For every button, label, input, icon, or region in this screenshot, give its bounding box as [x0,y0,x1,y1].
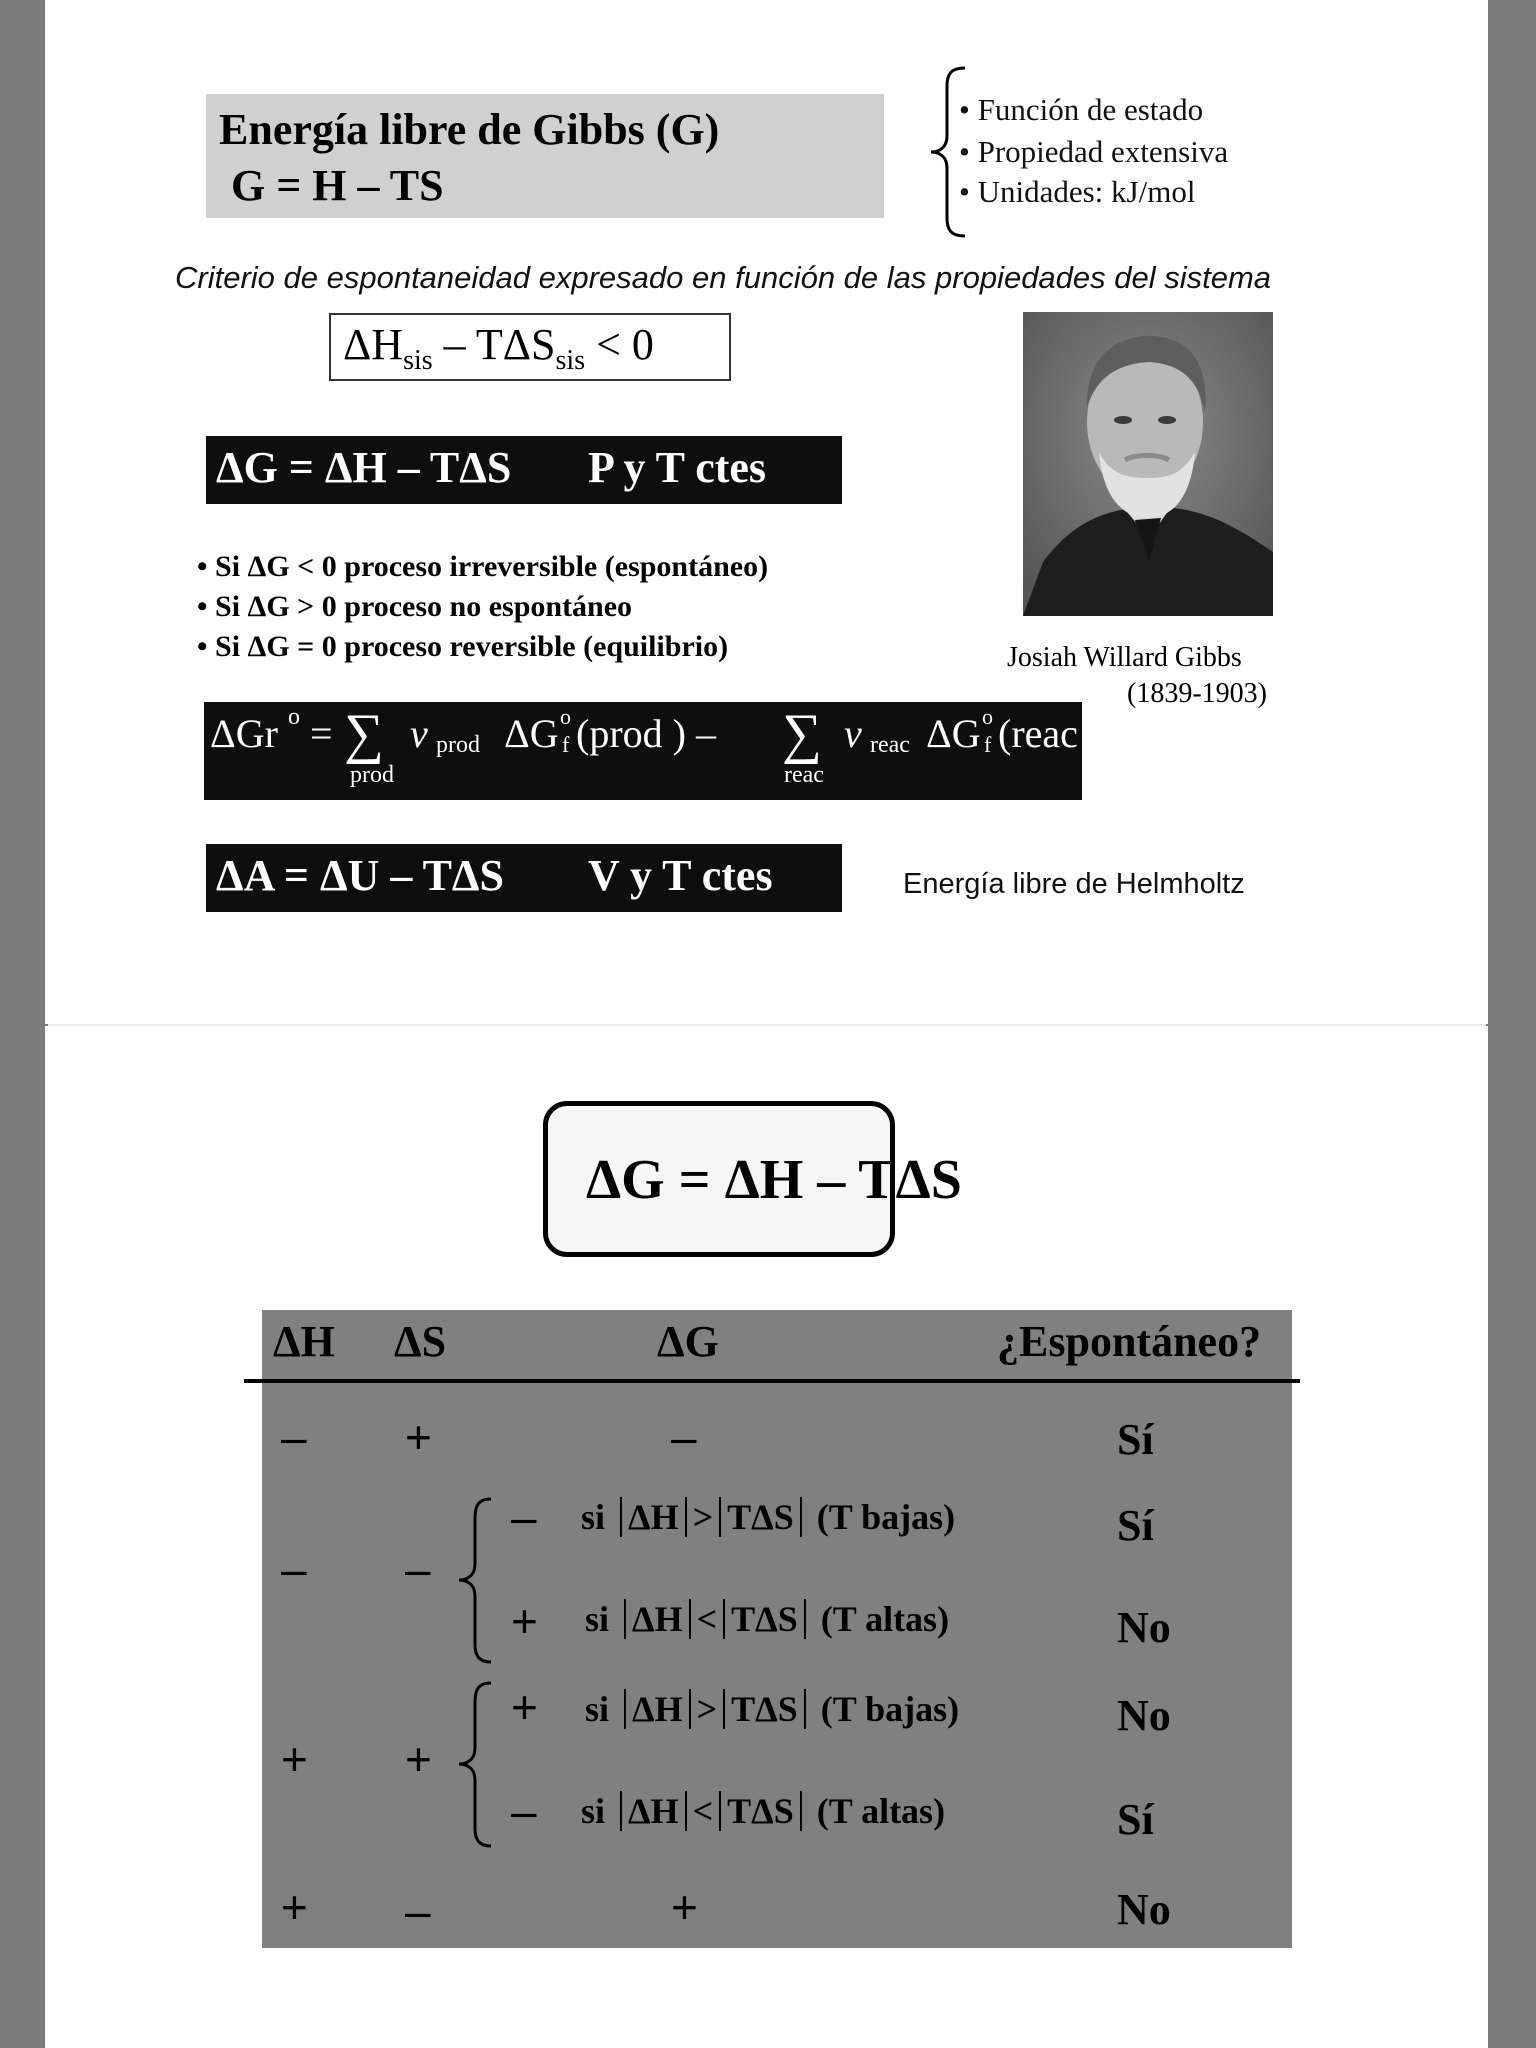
ineq-sub: sis [555,345,586,376]
abs-bar [719,1791,721,1831]
cell-spontaneous: No [1117,1603,1171,1652]
eq-f-sub: f [562,732,570,757]
cond-note: (T bajas) [820,1689,960,1729]
cond-si: si [585,1599,610,1639]
cell-dh: + [281,1881,308,1933]
cond-note: (T bajas) [816,1497,956,1537]
cell-dh: – [281,1543,307,1595]
cell-spontaneous: Sí [1117,1415,1154,1464]
cond-right: TΔS [727,1791,794,1831]
portrait-caption-name: Josiah Willard Gibbs [1007,642,1242,673]
criterion-caption: Criterio de espontaneidad expresado en función de las propiedades del sistema [175,260,1272,295]
eq-lhs: ΔGr [210,711,278,756]
cell-spontaneous: No [1117,1885,1171,1934]
cell-dh: + [281,1733,308,1785]
column-header-spontaneous: ¿Espontáneo? [997,1317,1262,1366]
ineq-sub: sis [403,345,433,376]
ineq-end: < 0 [585,320,654,369]
cell-ds: + [405,1411,432,1463]
branch-dg: + [511,1681,538,1733]
eq-nu: ν [844,711,862,756]
cond-note: (T altas) [816,1791,946,1831]
gibbs-equation-bar [206,436,842,504]
property-item: • Función de estado [959,92,1204,127]
gibbs-formula: ΔG = ΔH – TΔS [216,443,512,492]
eq-under-reac: reac [784,762,824,788]
eq-nu-sub: reac [870,732,910,758]
cell-ds: – [405,1543,431,1595]
branch-dg: + [511,1595,538,1647]
cell-spontaneous: Sí [1117,1795,1154,1844]
abs-bar [620,1497,622,1537]
abs-bar [800,1791,802,1831]
abs-bar [723,1599,725,1639]
gibbs-portrait [1023,312,1273,616]
cond-left: ΔH [628,1497,679,1537]
abs-bar [620,1791,622,1831]
rule-item: • Si ΔG = 0 proceso reversible (equilibrio) [197,630,729,663]
rule-item: • Si ΔG < 0 proceso irreversible (espontáneo) [197,550,769,583]
ineq-mid: – TΔS [432,320,556,369]
ineq-dh: ΔH [343,320,404,369]
cond-si: si [581,1791,606,1831]
eq-equals: = [310,711,333,756]
cond-right: TΔS [731,1599,798,1639]
branch-dg: – [511,1785,537,1837]
cell-spontaneous: Sí [1117,1501,1154,1550]
helmholtz-condition: V y T ctes [588,851,773,900]
abs-bar [804,1689,806,1729]
main-formula: ΔG = ΔH – TΔS [586,1149,962,1211]
branch-condition [585,1688,959,1730]
curly-brace-icon [455,1680,495,1850]
cond-left: ΔH [628,1791,679,1831]
sigma-icon: ∑ [782,703,822,765]
helmholtz-label: Energía libre de Helmholtz [903,868,1245,900]
abs-bar [624,1599,626,1639]
eq-under-prod: prod [350,762,394,788]
portrait-caption-years: (1839-1903) [1127,678,1267,709]
branch-condition [581,1790,945,1832]
abs-bar [689,1689,691,1729]
cond-si: si [585,1689,610,1729]
portrait-image [1023,312,1273,616]
rule-item: • Si ΔG > 0 proceso no espontáneo [197,590,633,623]
property-item: • Unidades: kJ/mol [959,174,1196,209]
column-header-ds: ΔS [394,1317,447,1366]
gibbs-definition: G = H – TS [231,161,444,210]
eq-o-sup: o [560,704,571,729]
property-item: • Propiedad extensiva [959,134,1229,169]
eq-nu-sub: prod [436,732,480,758]
eq-dgf: ΔG [926,711,981,756]
column-header-dg: ΔG [657,1317,719,1366]
cond-op: > [692,1497,714,1537]
cond-op: < [692,1791,714,1831]
eq-f-sub: f [984,732,992,757]
abs-bar [685,1791,687,1831]
branch-condition [585,1598,949,1640]
cond-op: > [696,1689,718,1729]
abs-bar [624,1689,626,1729]
slide-page-2 [45,1026,1488,2048]
cell-dh: – [281,1411,307,1463]
helmholtz-equation-bar [206,844,842,912]
cell-ds: + [405,1733,432,1785]
eq-o-sup: o [982,704,993,729]
cond-right: TΔS [727,1497,794,1537]
cond-note: (T altas) [820,1599,950,1639]
eq-dgf: ΔG [504,711,559,756]
abs-bar [723,1689,725,1729]
cell-dg: + [671,1881,698,1933]
abs-bar [800,1497,802,1537]
standard-gibbs-equation [204,702,1102,800]
eq-prod-term: (prod ) – [576,711,716,756]
header-divider [244,1379,1300,1383]
cond-left: ΔH [632,1689,683,1729]
abs-bar [719,1497,721,1537]
branch-condition [581,1496,955,1538]
cell-dg: – [671,1411,697,1463]
cell-spontaneous: No [1117,1691,1171,1740]
abs-bar [685,1497,687,1537]
cond-left: ΔH [632,1599,683,1639]
cond-right: TΔS [731,1689,798,1729]
helmholtz-formula: ΔA = ΔU – TΔS [216,851,504,900]
cond-op: < [696,1599,718,1639]
column-header-dh: ΔH [273,1317,335,1366]
spontaneity-inequality [329,313,731,381]
slide-page-1 [45,0,1488,1024]
eq-lhs-sup: o [288,704,300,730]
branch-dg: – [511,1491,537,1543]
abs-bar [689,1599,691,1639]
eq-nu: ν [410,711,428,756]
abs-bar [804,1599,806,1639]
eq-reac-term: (reac ) [998,711,1102,756]
cond-si: si [581,1497,606,1537]
sigma-icon: ∑ [344,703,384,765]
cell-ds: – [405,1885,431,1937]
gibbs-condition: P y T ctes [588,443,767,492]
curly-brace-icon [455,1496,495,1666]
slide-title: Energía libre de Gibbs (G) [219,105,720,154]
